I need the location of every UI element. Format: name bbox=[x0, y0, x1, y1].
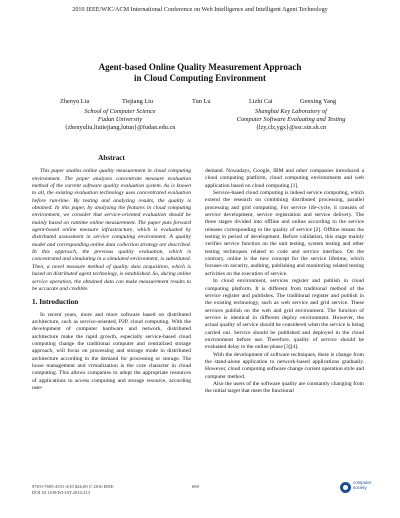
author-name: Tun Lu bbox=[192, 98, 211, 105]
paper-title bbox=[0, 62, 400, 84]
abstract-text: This paper studies online quality measurement in cloud computing environment. The paper analyzes concentrate measure evaluation method of the current software quality evaluation system. As is known to all, the existing evaluation technology uses concentrated evaluation before run-time. By testing and analyzing results, the quality is obtained. In this paper, by analyzing the features in cloud computing environment, we consider that service-oriented evaluation should be mainly based on runtime online measurement. The paper puts forward agent-based online measure infrastructure, which is evaluated by distributed assessment in service computing environment. A quality model and corresponding online data collection strategy are described. In this approach, the previous quality evaluation, which is concentrated and simulating in a simulated environment, is substituted. Then, a novel measure method of quality data acquisition, which is based on distributed agent technology, is established. So, during online service operation, the obtained data can make measurement results to be accurate and credible. bbox=[32, 168, 191, 292]
footer-isbn: 978-0-7695-4191-4/10 $26.00 © 2010 IEEE bbox=[32, 484, 114, 489]
computer-society-logo-text: computer society bbox=[353, 480, 372, 490]
affiliation-dept: School of Computer Science bbox=[84, 108, 156, 115]
body-paragraph: In recent years, more and more software based on distributed architecture, such as service-oriented, P2P, cloud computing. With the development of computer hardware and network, distributed architecture make the rapid growth, especially service-based cloud computing change the traditional computer and centralized storage approach, will focus on processing and storage mode in distributed architecture according to the demand for processing or storage. The loose management and virtualization is the core character in cloud computing. This allows companies to adopt the appropriate resources of applications to access computing and storage resource, according user- bbox=[32, 311, 191, 391]
affiliation-email: {lzy,clz,ygx}@ssc.stn.sh.cn bbox=[255, 124, 327, 132]
footer-publication-info bbox=[32, 484, 114, 496]
left-column bbox=[32, 155, 191, 392]
affiliation-lab: Computer Software Evaluating and Testing bbox=[236, 116, 346, 124]
right-column bbox=[205, 168, 364, 396]
introduction-heading: 1. Introduction bbox=[32, 298, 79, 307]
body-paragraph: In cloud environment, services register and publish in cloud computing platform. It is different from traditional method of the service register and publishes. The traditional register and publish in the existing technology, such as web service and grid service. These services publish on the web and grid environment. The function of service is identical in different deploy environment. However, the actual quality of service should be considered when the service is being carried out. Service should be published and deployed in the cloud environment before use. Therefore, quality of service should be evaluated delay to the online phase [3][4]. bbox=[205, 278, 364, 351]
conference-header: 2010 IEEE/WIC/ACM International Conference on Web Intelligence and Intelligent Agent Technology bbox=[72, 6, 328, 13]
affiliation-university: Fudan University bbox=[97, 116, 143, 124]
author-name: Lizhi Cai bbox=[249, 98, 273, 105]
body-paragraph: Also the users of the software quality are constantly changing from the initial target that meet the functional bbox=[205, 380, 364, 395]
body-paragraph: Service-based cloud computing is indeed service computing, which extend the research on combining distributed processing, parallel processing and grid computing. For service life-cycle, it consists of service development, service registration and service delivery. The three stages divided into offline and online according to the service releases corresponding to the quality of service [2]. Offline means the testing in period of development. Before validation, this stage mainly verifies service function on the unit testing, system testing and other testing techniques related to code and service interface. On the contrary, online is the new concept for the service lifetime, which focuses on security, auditing, publishing and monitoring related testing activities on the execution of service. bbox=[205, 190, 364, 277]
affiliation-email: {zhenyuliu,liutiejiang,lutun}@fudan.edu.cn bbox=[64, 124, 176, 132]
affiliation-shanghai-lab bbox=[206, 108, 376, 133]
abstract-heading: Abstract bbox=[98, 154, 125, 162]
author-name: Tiejiang Liu bbox=[122, 98, 154, 105]
title-line-2: in Cloud Computing Environment bbox=[133, 73, 267, 83]
computer-society-logo-icon bbox=[340, 482, 351, 493]
affiliation-fudan bbox=[40, 108, 200, 133]
footer-doi: DOI 10.1109/WI-IAT.2010.213 bbox=[32, 490, 90, 495]
body-paragraph: demand. Nowadays, Google, IBM and other companies introduced a cloud computing platform, cloud computing environments and web application based on cloud computing [1]. bbox=[205, 168, 364, 189]
body-paragraph: With the development of software techniques, there is change from the stand-alone application to network-based applications gradually. However, cloud computing software change current operation style and computer method. bbox=[205, 351, 364, 380]
author-name: Zhenyu Liu bbox=[60, 98, 90, 105]
author-name: Genxing Yang bbox=[300, 98, 337, 105]
page-number: 690 bbox=[192, 484, 199, 489]
title-line-1: Agent-based Online Quality Measurement Approach bbox=[98, 62, 302, 72]
computer-society-logo bbox=[340, 480, 374, 500]
affiliation-dept: Shanghai Key Laboratory of bbox=[255, 108, 327, 115]
